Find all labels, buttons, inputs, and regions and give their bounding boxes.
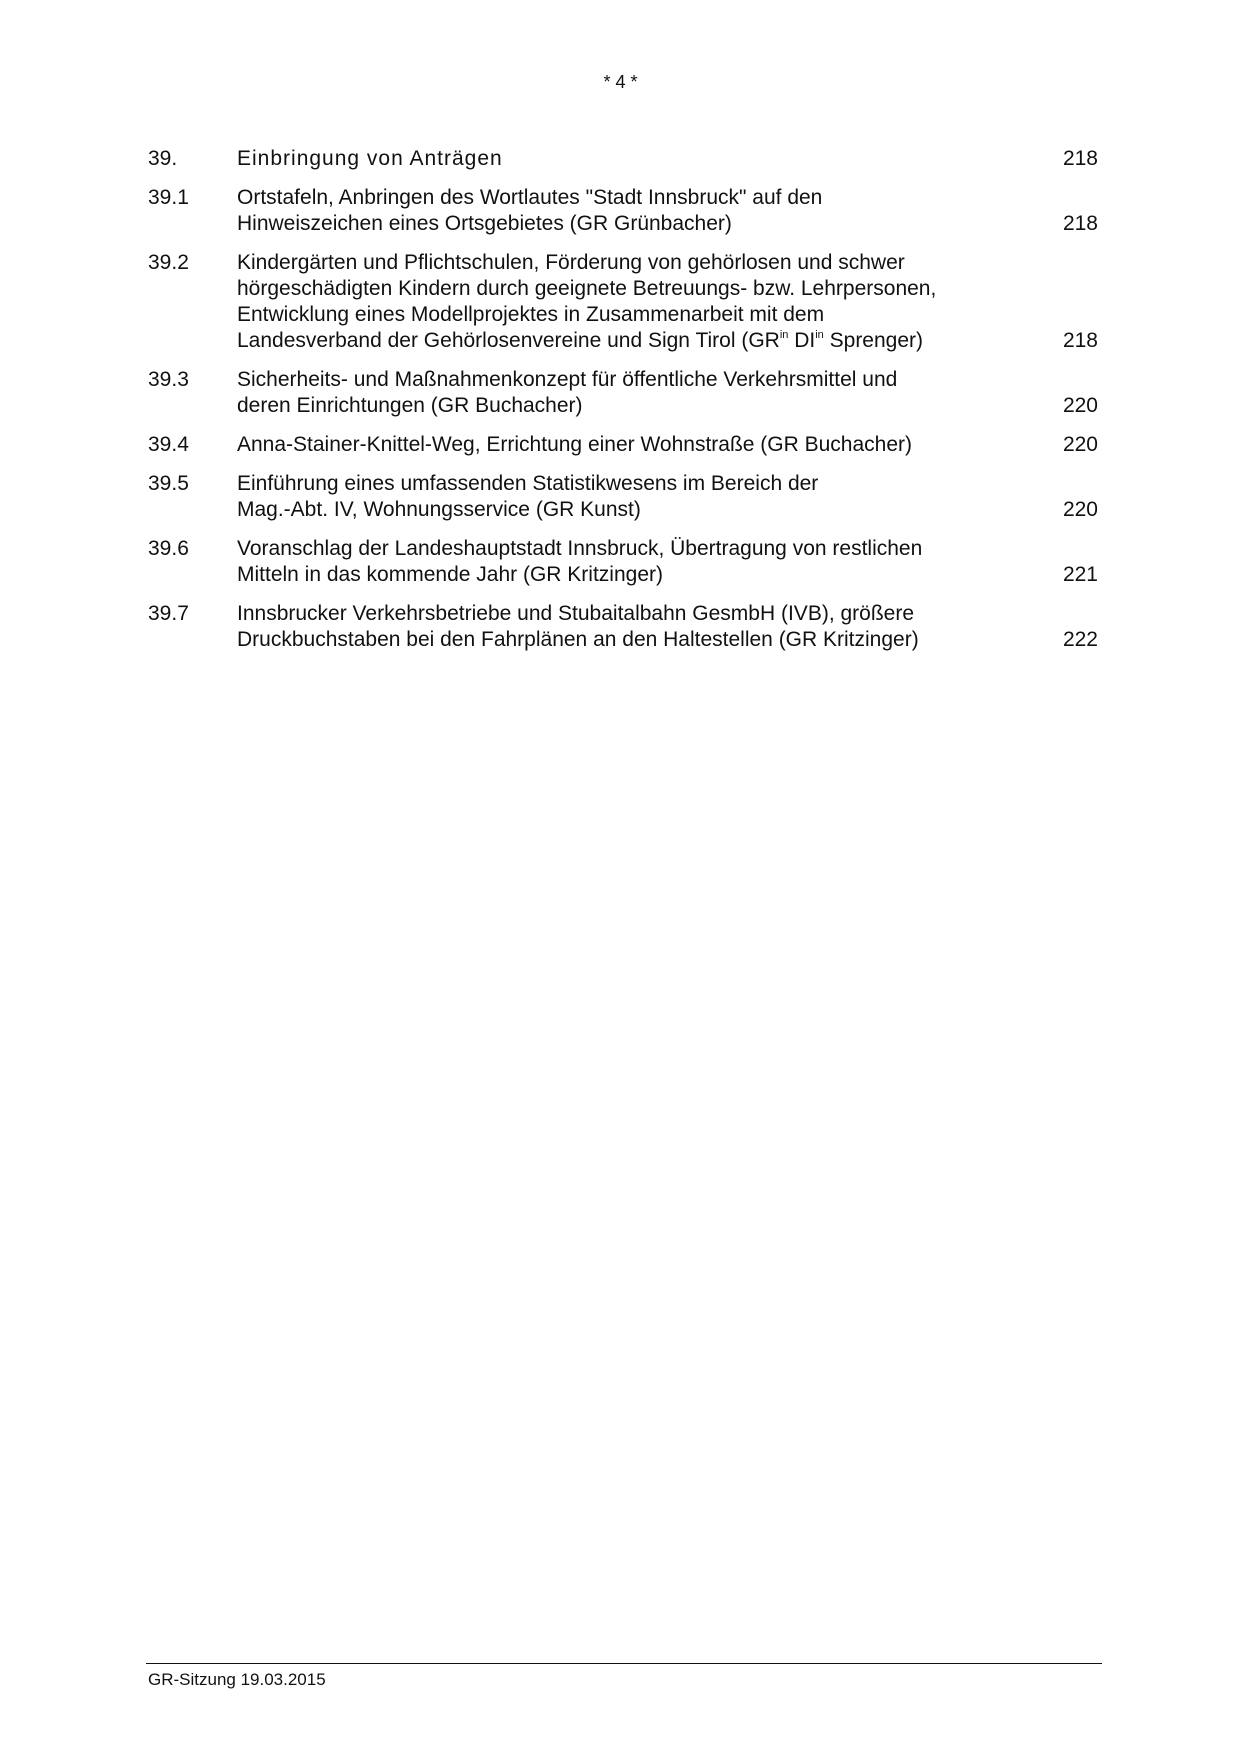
toc-entry-number: 39.4 [148,433,189,456]
toc-entry-title-line: Einführung eines umfassenden Statistikwesens im Bereich der [237,472,819,495]
toc-entry-title-line: Druckbuchstaben bei den Fahrplänen an den Haltestellen (GR Kritzinger) [237,628,919,651]
toc-entry-title-line: Mag.-Abt. IV, Wohnungsservice (GR Kunst) [237,498,641,521]
toc-entry-number: 39.1 [148,186,189,209]
toc-entry-title-line: Ortstafeln, Anbringen des Wortlautes "Stadt Innsbruck" auf den [237,186,823,209]
toc-entry-page: 222 [1062,628,1098,651]
toc-entry [148,536,1098,588]
table-of-contents [148,146,1098,666]
title-text: DI [788,329,816,352]
toc-heading-entry [148,146,1098,172]
toc-entry-title-line: Mitteln in das kommende Jahr (GR Kritzinger) [237,563,663,586]
toc-entry-page: 221 [1062,563,1098,586]
toc-entry-title [237,367,1038,419]
toc-entry-title-line: deren Einrichtungen (GR Buchacher) [237,394,583,417]
toc-entry-title-line: hörgeschädigten Kindern durch geeignete Betreuungs- bzw. Lehrpersonen, [237,277,937,300]
footer-divider [146,1663,1102,1664]
toc-entry-title-line: Sicherheits- und Maßnahmenkonzept für öffentliche Verkehrsmittel und [237,368,898,391]
toc-entry-title [237,432,1038,458]
toc-entry-title [237,185,1038,237]
toc-entry-title [237,250,1038,354]
toc-entry-title-line: Anna-Stainer-Knittel-Weg, Errichtung einer Wohnstraße (GR Buchacher) [237,433,913,456]
toc-entry [148,367,1098,419]
page-number: * 4 * [603,72,638,92]
toc-entry-title [237,601,1038,653]
toc-entry-page: 220 [1062,394,1098,417]
superscript: in [815,329,824,341]
toc-entry [148,185,1098,237]
superscript: in [779,329,789,341]
toc-entry-page: 218 [1062,147,1098,170]
toc-entry-title-line: Entwicklung eines Modellprojektes in Zusammenarbeit mit dem [237,303,825,326]
toc-entry-title-line: Kindergärten und Pflichtschulen, Förderung von gehörlosen und schwer [237,251,905,274]
toc-entry-page: 218 [1062,329,1098,352]
toc-entry-title [237,146,1038,172]
toc-entry-page: 220 [1062,433,1098,456]
toc-entry [148,250,1098,354]
footer-text: GR-Sitzung 19.03.2015 [148,1670,326,1689]
toc-entry [148,471,1098,523]
toc-entry-title-line: Innsbrucker Verkehrsbetriebe und Stubaitalbahn GesmbH (IVB), größere [237,602,915,625]
toc-entry-page: 218 [1062,212,1098,235]
toc-entry-number: 39.7 [148,602,189,625]
toc-entry-title [237,536,1038,588]
toc-entry-title-line: Einbringung von Anträgen [237,147,503,170]
toc-entry-title-line: Voranschlag der Landeshauptstadt Innsbruck, Übertragung von restlichen [237,537,923,560]
toc-entry-number: 39.2 [148,251,189,274]
toc-entry [148,601,1098,653]
toc-entry-title-line [237,328,1038,354]
title-text: Sprenger) [823,329,924,352]
toc-entry [148,432,1098,458]
toc-entry-number: 39.3 [148,368,189,391]
toc-entry-title [237,471,1038,523]
toc-entry-number: 39. [148,147,178,170]
title-text: Landesverband der Gehörlosenvereine und Sign Tirol (GR [237,329,780,352]
toc-entry-title-line: Hinweiszeichen eines Ortsgebietes (GR Grünbacher) [237,212,732,235]
toc-entry-number: 39.5 [148,472,189,495]
toc-entry-number: 39.6 [148,537,189,560]
toc-entry-page: 220 [1062,498,1098,521]
